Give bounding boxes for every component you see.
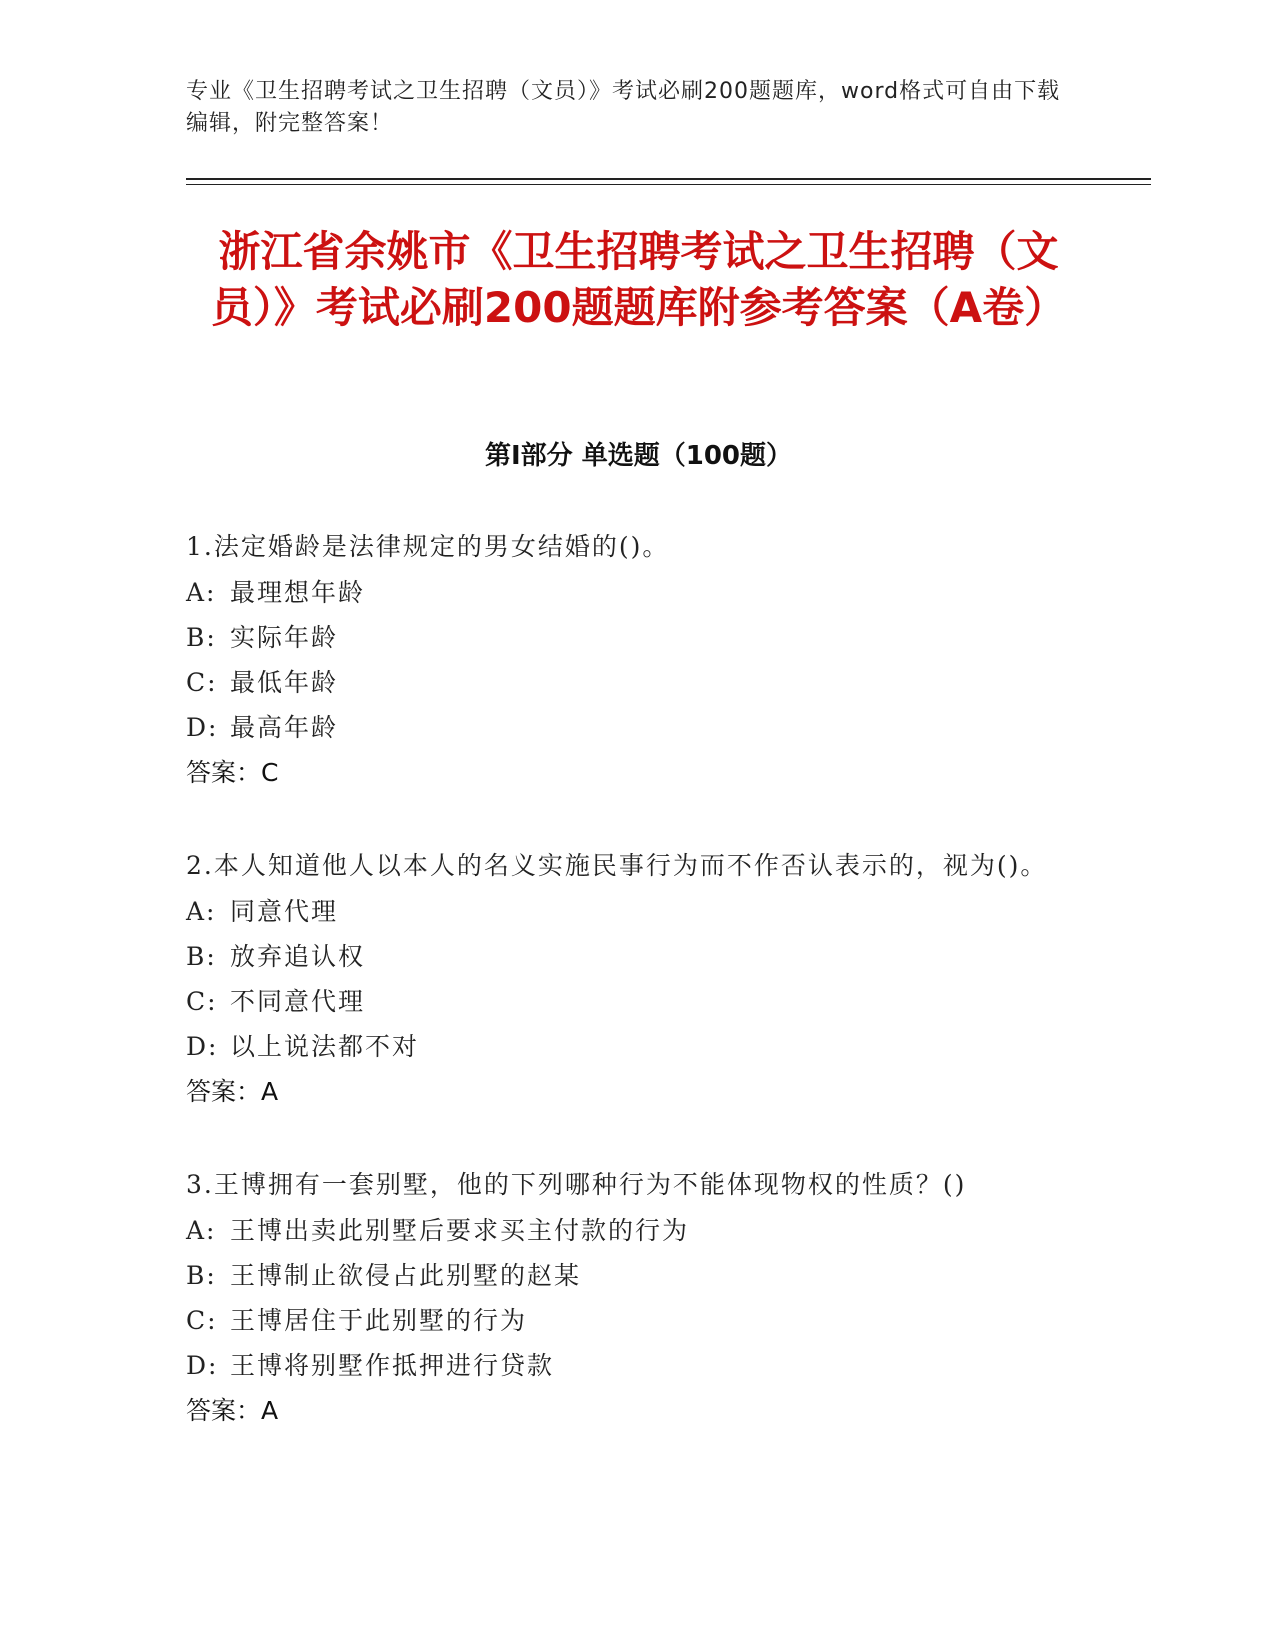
option-b xyxy=(186,615,1066,660)
option-letter: B: xyxy=(186,623,217,652)
option-letter: B: xyxy=(186,1261,217,1290)
option-text: 王博居住于此别墅的行为 xyxy=(230,1306,528,1335)
option-text: 同意代理 xyxy=(230,897,339,926)
option-text: 最低年龄 xyxy=(230,668,339,697)
option-d xyxy=(186,1024,1066,1069)
option-text: 实际年龄 xyxy=(230,623,339,652)
option-c xyxy=(186,660,1066,705)
option-text: 王博制止欲侵占此别墅的赵某 xyxy=(230,1261,582,1290)
document-title: 浙江省余姚市《卫生招聘考试之卫生招聘（文员）》考试必刷200题题库附参考答案（A卷） xyxy=(210,227,1067,332)
option-a xyxy=(186,889,1066,934)
section-title: 第Ⅰ部分 单选题（100题） xyxy=(485,441,792,471)
question-stem: 2.本人知道他人以本人的名义实施民事行为而不作否认表示的，视为()。 xyxy=(186,851,1048,880)
option-a xyxy=(186,1208,1066,1253)
option-text: 最高年龄 xyxy=(230,713,339,742)
option-c xyxy=(186,979,1066,1024)
question-stem: 1.法定婚龄是法律规定的男女结婚的()。 xyxy=(186,532,670,561)
question-1 xyxy=(186,524,1066,796)
option-letter: A: xyxy=(186,578,217,607)
option-text: 以上说法都不对 xyxy=(230,1032,420,1061)
option-letter: C: xyxy=(186,1306,218,1335)
option-letter: B: xyxy=(186,942,217,971)
option-d xyxy=(186,1343,1066,1388)
question-2 xyxy=(186,843,1066,1115)
option-b xyxy=(186,1253,1066,1298)
header-rule-thin xyxy=(186,184,1151,185)
option-d xyxy=(186,705,1066,750)
option-letter: A: xyxy=(186,1216,217,1245)
option-text: 放弃追认权 xyxy=(230,942,366,971)
question-3 xyxy=(186,1162,1066,1434)
option-text: 王博将别墅作抵押进行贷款 xyxy=(230,1351,555,1380)
option-letter: D: xyxy=(186,1032,219,1061)
question-list xyxy=(186,524,1066,1481)
option-text: 不同意代理 xyxy=(230,987,366,1016)
option-letter: A: xyxy=(186,897,217,926)
header-note: 专业《卫生招聘考试之卫生招聘（文员）》考试必刷200题题库，word格式可自由下载编辑，附完整答案！ xyxy=(186,79,1061,136)
question-stem: 3.王博拥有一套别墅，他的下列哪种行为不能体现物权的性质？() xyxy=(186,1170,967,1199)
option-b xyxy=(186,934,1066,979)
option-letter: C: xyxy=(186,668,218,697)
option-letter: D: xyxy=(186,1351,219,1380)
option-a xyxy=(186,570,1066,615)
option-c xyxy=(186,1298,1066,1343)
option-letter: C: xyxy=(186,987,218,1016)
answer-line: 答案：A xyxy=(186,1396,279,1425)
option-text: 最理想年龄 xyxy=(230,578,366,607)
option-text: 王博出卖此别墅后要求买主付款的行为 xyxy=(230,1216,690,1245)
option-letter: D: xyxy=(186,713,219,742)
header-rule-thick xyxy=(186,178,1151,180)
answer-line: 答案：C xyxy=(186,758,279,787)
answer-line: 答案：A xyxy=(186,1077,279,1106)
